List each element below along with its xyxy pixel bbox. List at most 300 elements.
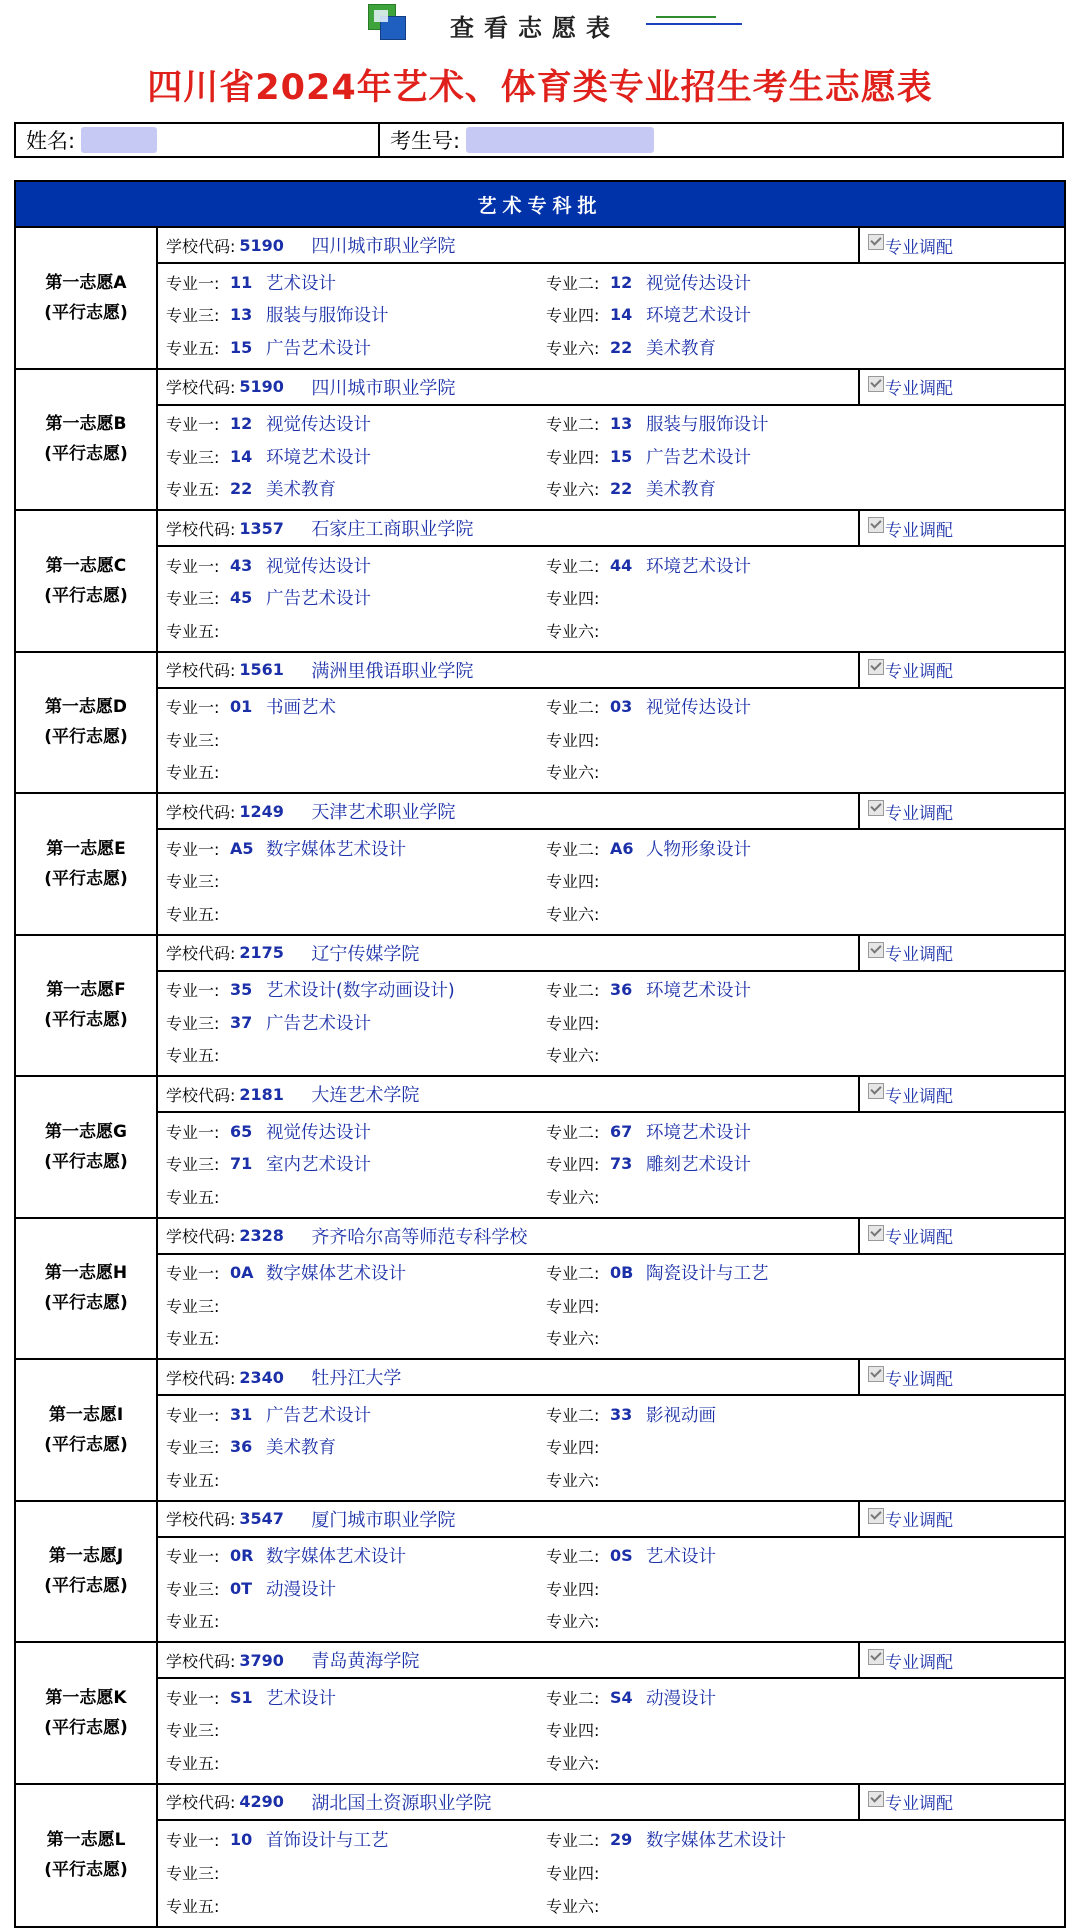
- major-item: [546, 1180, 1064, 1213]
- application-table: [14, 180, 1066, 1928]
- adjust-checkbox[interactable]: [868, 517, 884, 533]
- major-code: 29: [610, 1829, 633, 1849]
- major-item: [158, 1540, 546, 1573]
- major-name: 室内艺术设计: [266, 1155, 371, 1176]
- major-code: A5: [230, 838, 254, 858]
- school-name: 满洲里俄语职业学院: [311, 660, 474, 682]
- major-name: 广告艺术设计: [266, 338, 371, 359]
- major-item: [546, 582, 1064, 615]
- school-code: 1561: [239, 660, 284, 679]
- major-item: [158, 1289, 546, 1322]
- major-item: [158, 1823, 546, 1856]
- major-item: [546, 1889, 1064, 1922]
- adjust-label: 专业调配: [885, 1652, 953, 1673]
- major-item: [546, 266, 1064, 299]
- school-name: 厦门城市职业学院: [311, 1509, 456, 1531]
- major-label: 专业一:: [166, 415, 220, 435]
- major-label: 专业六:: [546, 1753, 600, 1773]
- major-item: [158, 865, 546, 898]
- choice-label: [16, 370, 158, 510]
- choice-title: 第一志愿F: [46, 980, 126, 1001]
- major-name: 美术教育: [266, 1438, 336, 1459]
- choice-body: [158, 1360, 1064, 1500]
- adjust-option: [858, 370, 953, 404]
- major-item: [546, 1006, 1064, 1039]
- school-code-label: 学校代码:: [166, 236, 236, 256]
- school-row: [158, 370, 1064, 406]
- major-name: 视觉传达设计: [266, 1122, 371, 1143]
- candidate-info-bar: [14, 122, 1064, 158]
- major-item: [546, 865, 1064, 898]
- choice-title: 第一志愿G: [45, 1121, 127, 1142]
- major-label: 专业二:: [546, 1547, 600, 1567]
- major-name: 环境艺术设计: [646, 1122, 751, 1143]
- choice-group: [16, 653, 1064, 795]
- choice-title: 第一志愿C: [45, 555, 127, 576]
- school-name: 辽宁传媒学院: [311, 943, 420, 965]
- major-item: [546, 299, 1064, 332]
- adjust-option: [858, 794, 953, 828]
- choice-subtitle: (平行志愿): [44, 1576, 128, 1597]
- major-code: 43: [230, 555, 253, 575]
- school-row: [158, 653, 1064, 689]
- major-label: 专业六:: [546, 1329, 600, 1349]
- major-code: 01: [230, 697, 253, 717]
- major-label: 专业一:: [166, 556, 220, 576]
- major-code: 45: [230, 588, 253, 608]
- school-code-label: 学校代码:: [166, 1227, 236, 1246]
- choice-body: [158, 794, 1064, 934]
- major-label: 专业一:: [166, 1688, 220, 1708]
- school-row: [158, 1502, 1064, 1538]
- major-item: [546, 1289, 1064, 1322]
- adjust-checkbox[interactable]: [868, 1508, 884, 1524]
- major-item: [158, 1856, 546, 1889]
- page-title: 四川省2024年艺术、体育类专业招生考生志愿表: [147, 68, 933, 108]
- major-item: [546, 897, 1064, 930]
- choice-body: [158, 936, 1064, 1076]
- school-row: [158, 1643, 1064, 1679]
- choice-subtitle: (平行志愿): [44, 1717, 128, 1738]
- major-item: [546, 1431, 1064, 1464]
- choice-subtitle: (平行志愿): [44, 1434, 128, 1455]
- major-item: [158, 1714, 546, 1747]
- major-label: 专业一:: [166, 1264, 220, 1284]
- school-code-label: 学校代码:: [166, 1651, 236, 1671]
- adjust-label: 专业调配: [885, 237, 953, 258]
- choice-title: 第一志愿I: [48, 1404, 124, 1425]
- choice-label: [16, 794, 158, 934]
- choice-subtitle: (平行志愿): [44, 1860, 128, 1881]
- major-item: [158, 1889, 546, 1922]
- major-item: [546, 1572, 1064, 1605]
- major-code: S1: [230, 1687, 253, 1707]
- adjust-label: 专业调配: [885, 520, 953, 541]
- major-label: 专业四:: [546, 1438, 600, 1458]
- major-label: 专业三:: [166, 1579, 220, 1599]
- major-code: 0B: [610, 1263, 634, 1283]
- majors-grid: [158, 830, 1064, 934]
- major-name: 数字媒体艺术设计: [266, 1547, 406, 1568]
- major-item: [546, 1540, 1064, 1573]
- major-item: [546, 1856, 1064, 1889]
- major-code: 0R: [230, 1546, 254, 1566]
- adjust-option: [858, 1643, 953, 1677]
- major-name: 数字媒体艺术设计: [646, 1830, 786, 1851]
- major-label: 专业四:: [546, 589, 600, 609]
- major-item: [546, 1714, 1064, 1747]
- major-name: 广告艺术设计: [266, 589, 371, 610]
- major-code: A6: [610, 838, 634, 858]
- major-name: 广告艺术设计: [266, 1405, 371, 1426]
- major-name: 影视动画: [646, 1405, 716, 1426]
- major-item: [546, 1257, 1064, 1290]
- major-label: 专业六:: [546, 621, 600, 641]
- major-label: 专业五:: [166, 1470, 220, 1490]
- major-label: 专业一:: [166, 839, 220, 859]
- major-code: 35: [230, 980, 253, 1000]
- adjust-checkbox[interactable]: [868, 1649, 884, 1665]
- major-item: [546, 614, 1064, 647]
- major-code: 0T: [230, 1578, 253, 1598]
- major-label: 专业六:: [546, 1470, 600, 1490]
- major-code: 33: [610, 1404, 633, 1424]
- school-code: 1249: [239, 801, 284, 821]
- major-code: 10: [230, 1829, 253, 1849]
- major-label: 专业二:: [546, 1405, 600, 1425]
- major-name: 视觉传达设计: [646, 273, 751, 294]
- major-label: 专业五:: [166, 338, 220, 358]
- major-name: 动漫设计: [266, 1579, 336, 1600]
- school-name: 石家庄工商职业学院: [311, 519, 474, 540]
- major-label: 专业三:: [166, 1013, 220, 1033]
- adjust-checkbox[interactable]: [868, 659, 884, 675]
- major-item: [546, 1398, 1064, 1431]
- major-code: 14: [610, 305, 633, 325]
- exam-number-cell: [380, 124, 1062, 156]
- major-item: [158, 1431, 546, 1464]
- school-name: 天津艺术职业学院: [311, 802, 456, 823]
- adjust-label: 专业调配: [885, 1228, 953, 1248]
- view-title: 查看志愿表: [450, 14, 620, 42]
- choice-group: [16, 1785, 1064, 1927]
- major-label: 专业一:: [166, 1122, 220, 1142]
- major-name: 艺术设计: [646, 1547, 716, 1568]
- major-label: 专业四:: [546, 730, 600, 750]
- major-item: [158, 756, 546, 789]
- major-code: S4: [610, 1687, 633, 1707]
- major-name: 动漫设计: [646, 1688, 716, 1709]
- choice-label: [16, 936, 158, 1076]
- major-name: 广告艺术设计: [646, 447, 751, 468]
- major-code: 67: [610, 1121, 633, 1141]
- logo-icon: [368, 4, 408, 42]
- adjust-checkbox[interactable]: [868, 376, 884, 392]
- page-header: [0, 0, 1080, 48]
- major-label: 专业六:: [546, 338, 600, 358]
- major-label: 专业二:: [546, 839, 600, 859]
- major-name: 环境艺术设计: [646, 556, 751, 577]
- choice-body: [158, 1219, 1064, 1359]
- major-label: 专业四:: [546, 447, 600, 467]
- choice-subtitle: (平行志愿): [44, 1010, 128, 1031]
- adjust-option: [858, 1502, 953, 1536]
- major-item: [158, 408, 546, 441]
- school-name: 四川城市职业学院: [311, 236, 456, 257]
- majors-grid: [158, 1679, 1064, 1783]
- school-name: 四川城市职业学院: [311, 377, 456, 399]
- major-name: 首饰设计与工艺: [266, 1830, 389, 1851]
- major-code: 11: [230, 272, 253, 292]
- adjust-label: 专业调配: [885, 1511, 953, 1531]
- adjust-checkbox[interactable]: [868, 1366, 884, 1382]
- adjust-option: [858, 936, 953, 970]
- major-item: [546, 440, 1064, 473]
- major-item: [158, 723, 546, 756]
- major-item: [546, 832, 1064, 865]
- major-item: [158, 1115, 546, 1148]
- school-name: 大连艺术学院: [311, 1085, 420, 1106]
- major-code: 71: [230, 1154, 253, 1174]
- choice-label: [16, 1219, 158, 1359]
- exam-number-label: 考生号:: [390, 129, 461, 153]
- major-item: [158, 1746, 546, 1779]
- major-name: 美术教育: [266, 480, 336, 501]
- choice-group: [16, 370, 1064, 512]
- major-code: 44: [610, 555, 633, 575]
- majors-grid: [158, 264, 1064, 368]
- choice-group: [16, 794, 1064, 936]
- major-label: 专业六:: [546, 1046, 600, 1066]
- major-item: [158, 1572, 546, 1605]
- major-code: 12: [230, 414, 253, 434]
- major-item: [158, 1398, 546, 1431]
- major-label: 专业三:: [166, 1721, 220, 1741]
- major-item: [158, 440, 546, 473]
- major-code: 0A: [230, 1263, 254, 1283]
- major-name: 视觉传达设计: [646, 698, 751, 719]
- major-label: 专业三:: [166, 872, 220, 892]
- choice-subtitle: (平行志愿): [44, 868, 128, 889]
- choice-label: [16, 511, 158, 651]
- major-item: [546, 691, 1064, 724]
- major-label: 专业一:: [166, 273, 220, 293]
- school-code-label: 学校代码:: [166, 661, 236, 680]
- adjust-label: 专业调配: [885, 379, 953, 399]
- major-name: 服装与服饰设计: [266, 306, 389, 327]
- major-label: 专业一:: [166, 1547, 220, 1567]
- major-item: [158, 1605, 546, 1638]
- major-item: [158, 1257, 546, 1290]
- major-item: [546, 723, 1064, 756]
- major-code: 22: [230, 479, 253, 499]
- major-label: 专业四:: [546, 1721, 600, 1741]
- school-code: 5190: [239, 377, 284, 396]
- major-code: 13: [230, 305, 253, 325]
- major-item: [158, 1681, 546, 1714]
- choice-body: [158, 228, 1064, 368]
- choice-group: [16, 1360, 1064, 1502]
- major-code: 36: [230, 1437, 253, 1457]
- major-item: [546, 1039, 1064, 1072]
- major-code: 22: [610, 479, 633, 499]
- school-code: 2181: [239, 1084, 284, 1104]
- adjust-label: 专业调配: [885, 1086, 953, 1107]
- choice-subtitle: (平行志愿): [44, 1293, 128, 1314]
- major-label: 专业六:: [546, 1612, 600, 1632]
- choice-title: 第一志愿D: [44, 697, 128, 718]
- majors-grid: [158, 547, 1064, 651]
- school-code-label: 学校代码:: [166, 944, 236, 963]
- major-label: 专业五:: [166, 1187, 220, 1207]
- school-code-label: 学校代码:: [166, 1085, 236, 1105]
- major-label: 专业三:: [166, 306, 220, 326]
- major-name: 环境艺术设计: [266, 447, 371, 468]
- majors-grid: [158, 1255, 1064, 1359]
- choice-title: 第一志愿A: [45, 272, 127, 293]
- adjust-option: [858, 1219, 953, 1253]
- major-label: 专业五:: [166, 763, 220, 783]
- name-redacted: [81, 127, 157, 153]
- major-label: 专业三:: [166, 1863, 220, 1883]
- school-code-label: 学校代码:: [166, 802, 236, 822]
- major-name: 环境艺术设计: [646, 306, 751, 327]
- major-item: [158, 549, 546, 582]
- school-code-label: 学校代码:: [166, 1793, 236, 1812]
- choice-subtitle: (平行志愿): [44, 444, 128, 465]
- major-code: 65: [230, 1121, 253, 1141]
- adjust-label: 专业调配: [885, 803, 953, 824]
- majors-grid: [158, 406, 1064, 510]
- major-code: 12: [610, 272, 633, 292]
- adjust-checkbox[interactable]: [868, 234, 884, 250]
- major-name: 广告艺术设计: [266, 1013, 371, 1034]
- major-item: [158, 897, 546, 930]
- major-item: [546, 331, 1064, 364]
- choice-subtitle: (平行志愿): [44, 585, 128, 606]
- major-name: 艺术设计: [266, 1688, 336, 1709]
- adjust-option: [858, 228, 953, 262]
- adjust-label: 专业调配: [885, 1794, 953, 1814]
- school-row: [158, 1077, 1064, 1113]
- major-label: 专业一:: [166, 1405, 220, 1425]
- choice-group: [16, 511, 1064, 653]
- major-item: [158, 974, 546, 1007]
- choice-body: [158, 511, 1064, 651]
- major-label: 专业二:: [546, 698, 600, 718]
- major-code: 31: [230, 1404, 253, 1424]
- major-label: 专业二:: [546, 981, 600, 1001]
- choice-label: [16, 653, 158, 793]
- adjust-checkbox[interactable]: [868, 942, 884, 958]
- major-label: 专业四:: [546, 1863, 600, 1883]
- major-label: 专业五:: [166, 1896, 220, 1916]
- major-name: 陶瓷设计与工艺: [646, 1264, 769, 1285]
- adjust-option: [858, 653, 953, 687]
- major-label: 专业三:: [166, 730, 220, 750]
- major-label: 专业六:: [546, 1896, 600, 1916]
- choice-title: 第一志愿J: [48, 1546, 124, 1567]
- name-cell: [16, 124, 380, 156]
- major-name: 美术教育: [646, 480, 716, 501]
- school-code-label: 学校代码:: [166, 1368, 236, 1388]
- major-name: 数字媒体艺术设计: [266, 839, 406, 860]
- major-name: 视觉传达设计: [266, 415, 371, 436]
- major-item: [546, 756, 1064, 789]
- adjust-checkbox[interactable]: [868, 800, 884, 816]
- major-label: 专业五:: [166, 1329, 220, 1349]
- choice-title: 第一志愿H: [44, 1263, 128, 1284]
- major-label: 专业四:: [546, 1579, 600, 1599]
- choice-title: 第一志愿B: [45, 414, 127, 435]
- major-item: [158, 1148, 546, 1181]
- major-item: [158, 582, 546, 615]
- school-code-label: 学校代码:: [166, 378, 236, 397]
- school-code: 3790: [239, 1650, 284, 1670]
- choice-body: [158, 1785, 1064, 1927]
- major-label: 专业五:: [166, 904, 220, 924]
- major-label: 专业三:: [166, 447, 220, 467]
- major-item: [546, 549, 1064, 582]
- major-item: [546, 1681, 1064, 1714]
- major-label: 专业四:: [546, 1296, 600, 1316]
- major-item: [546, 974, 1064, 1007]
- choice-group: [16, 228, 1064, 370]
- batch-header: 艺术专科批: [16, 182, 1064, 228]
- major-label: 专业一:: [166, 698, 220, 718]
- choice-group: [16, 1502, 1064, 1644]
- major-item: [158, 691, 546, 724]
- school-code-label: 学校代码:: [166, 1510, 236, 1529]
- major-item: [158, 1322, 546, 1355]
- major-label: 专业四:: [546, 1155, 600, 1175]
- major-label: 专业一:: [166, 981, 220, 1001]
- major-item: [158, 1006, 546, 1039]
- choice-subtitle: (平行志愿): [44, 1151, 128, 1172]
- major-item: [158, 1039, 546, 1072]
- school-code: 1357: [239, 518, 284, 538]
- adjust-label: 专业调配: [885, 1369, 953, 1390]
- adjust-checkbox[interactable]: [868, 1083, 884, 1099]
- majors-grid: [158, 1113, 1064, 1217]
- school-code: 3547: [239, 1509, 284, 1528]
- school-code: 2175: [239, 943, 284, 962]
- major-label: 专业六:: [546, 763, 600, 783]
- school-name: 齐齐哈尔高等师范专科学校: [311, 1226, 528, 1248]
- major-name: 雕刻艺术设计: [646, 1155, 751, 1176]
- choice-body: [158, 1502, 1064, 1642]
- major-item: [546, 1148, 1064, 1181]
- major-item: [158, 832, 546, 865]
- adjust-label: 专业调配: [885, 945, 953, 965]
- choice-label: [16, 1360, 158, 1500]
- adjust-checkbox[interactable]: [868, 1791, 884, 1807]
- major-code: 15: [610, 446, 633, 466]
- major-item: [546, 1463, 1064, 1496]
- major-item: [158, 1463, 546, 1496]
- major-label: 专业五:: [166, 1753, 220, 1773]
- school-code: 2340: [239, 1367, 284, 1387]
- majors-grid: [158, 1396, 1064, 1500]
- major-item: [158, 473, 546, 506]
- major-label: 专业三:: [166, 1296, 220, 1316]
- adjust-checkbox[interactable]: [868, 1225, 884, 1241]
- major-item: [546, 1115, 1064, 1148]
- major-label: 专业四:: [546, 306, 600, 326]
- major-label: 专业一:: [166, 1830, 220, 1850]
- majors-grid: [158, 1821, 1064, 1927]
- major-item: [546, 1322, 1064, 1355]
